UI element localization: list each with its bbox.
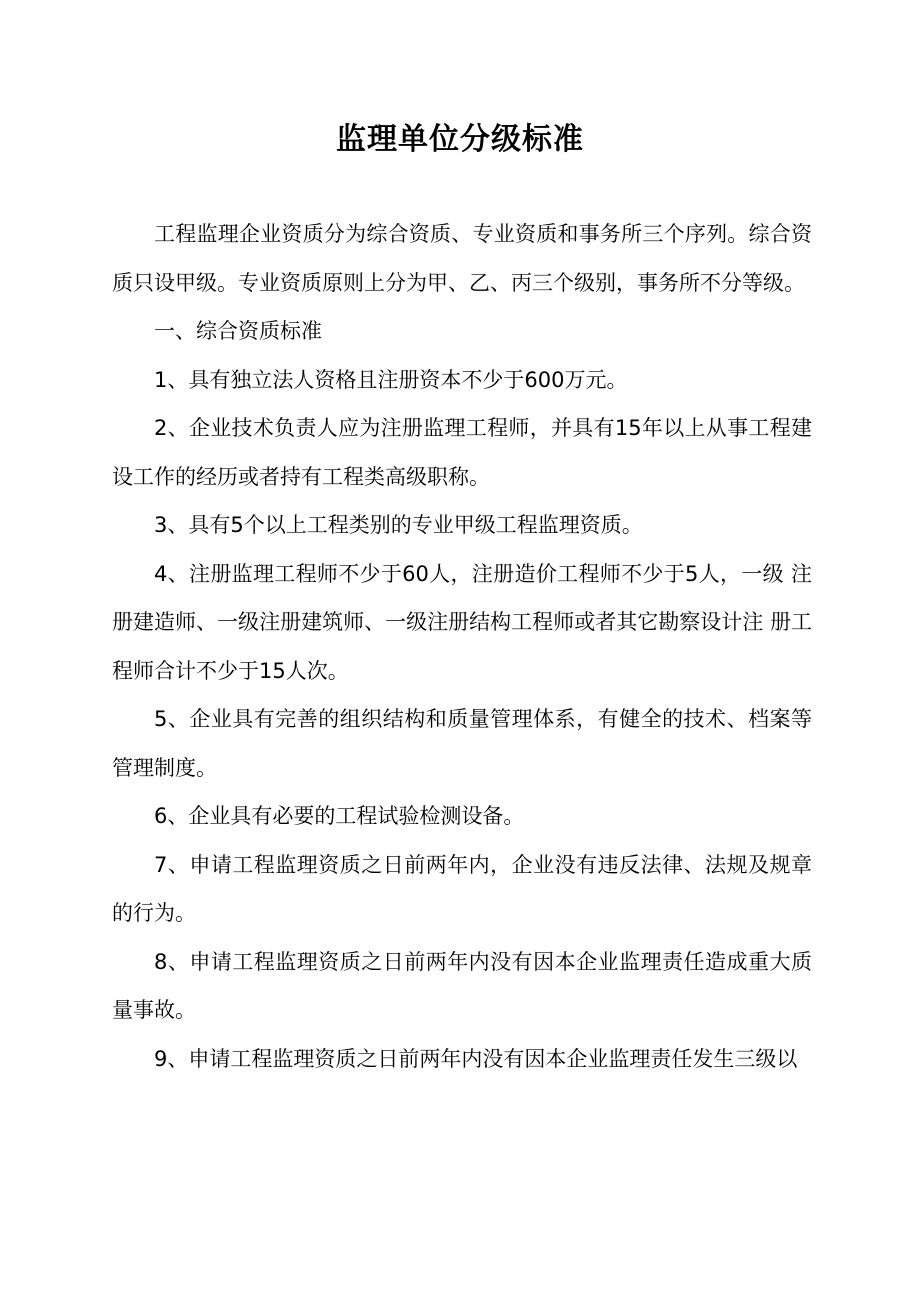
list-item: 7、申请工程监理资质之日前两年内，企业没有违反法律、法规及规章的行为。 [112,852,812,925]
section-heading: 一、综合资质标准 [154,319,322,343]
list-item: 4、注册监理工程师不少于60人，注册造价工程师不少于5人，一级 注册建造师、一级注册建筑师、一级注册结构工程师或者其它勘察设计注 册工程师合计不少于15人次。 [112,561,812,683]
list-item: 9、申请工程监理资质之日前两年内没有因本企业监理责任发生三级以 [154,1046,798,1071]
document-title: 监理单位分级标准 [336,122,584,157]
intro-paragraph: 工程监理企业资质分为综合资质、专业资质和事务所三个序列。综合资质只设甲级。专业资质原则上分为甲、乙、丙三个级别，事务所不分等级。 [112,222,812,295]
document-body [112,210,812,1083]
list-item: 8、申请工程监理资质之日前两年内没有因本企业监理责任造成重大质量事故。 [112,949,812,1022]
list-item: 5、企业具有完善的组织结构和质量管理体系，有健全的技术、档案等管理制度。 [112,707,812,780]
list-item: 6、企业具有必要的工程试验检测设备。 [154,804,525,828]
list-item: 1、具有独立法人资格且注册资本不少于600万元。 [154,367,628,392]
list-item: 2、企业技术负责人应为注册监理工程师，并具有15年以上从事工程建设工作的经历或者持有工程类高级职称。 [112,416,812,489]
list-item: 3、具有5个以上工程类别的专业甲级工程监理资质。 [154,513,643,537]
